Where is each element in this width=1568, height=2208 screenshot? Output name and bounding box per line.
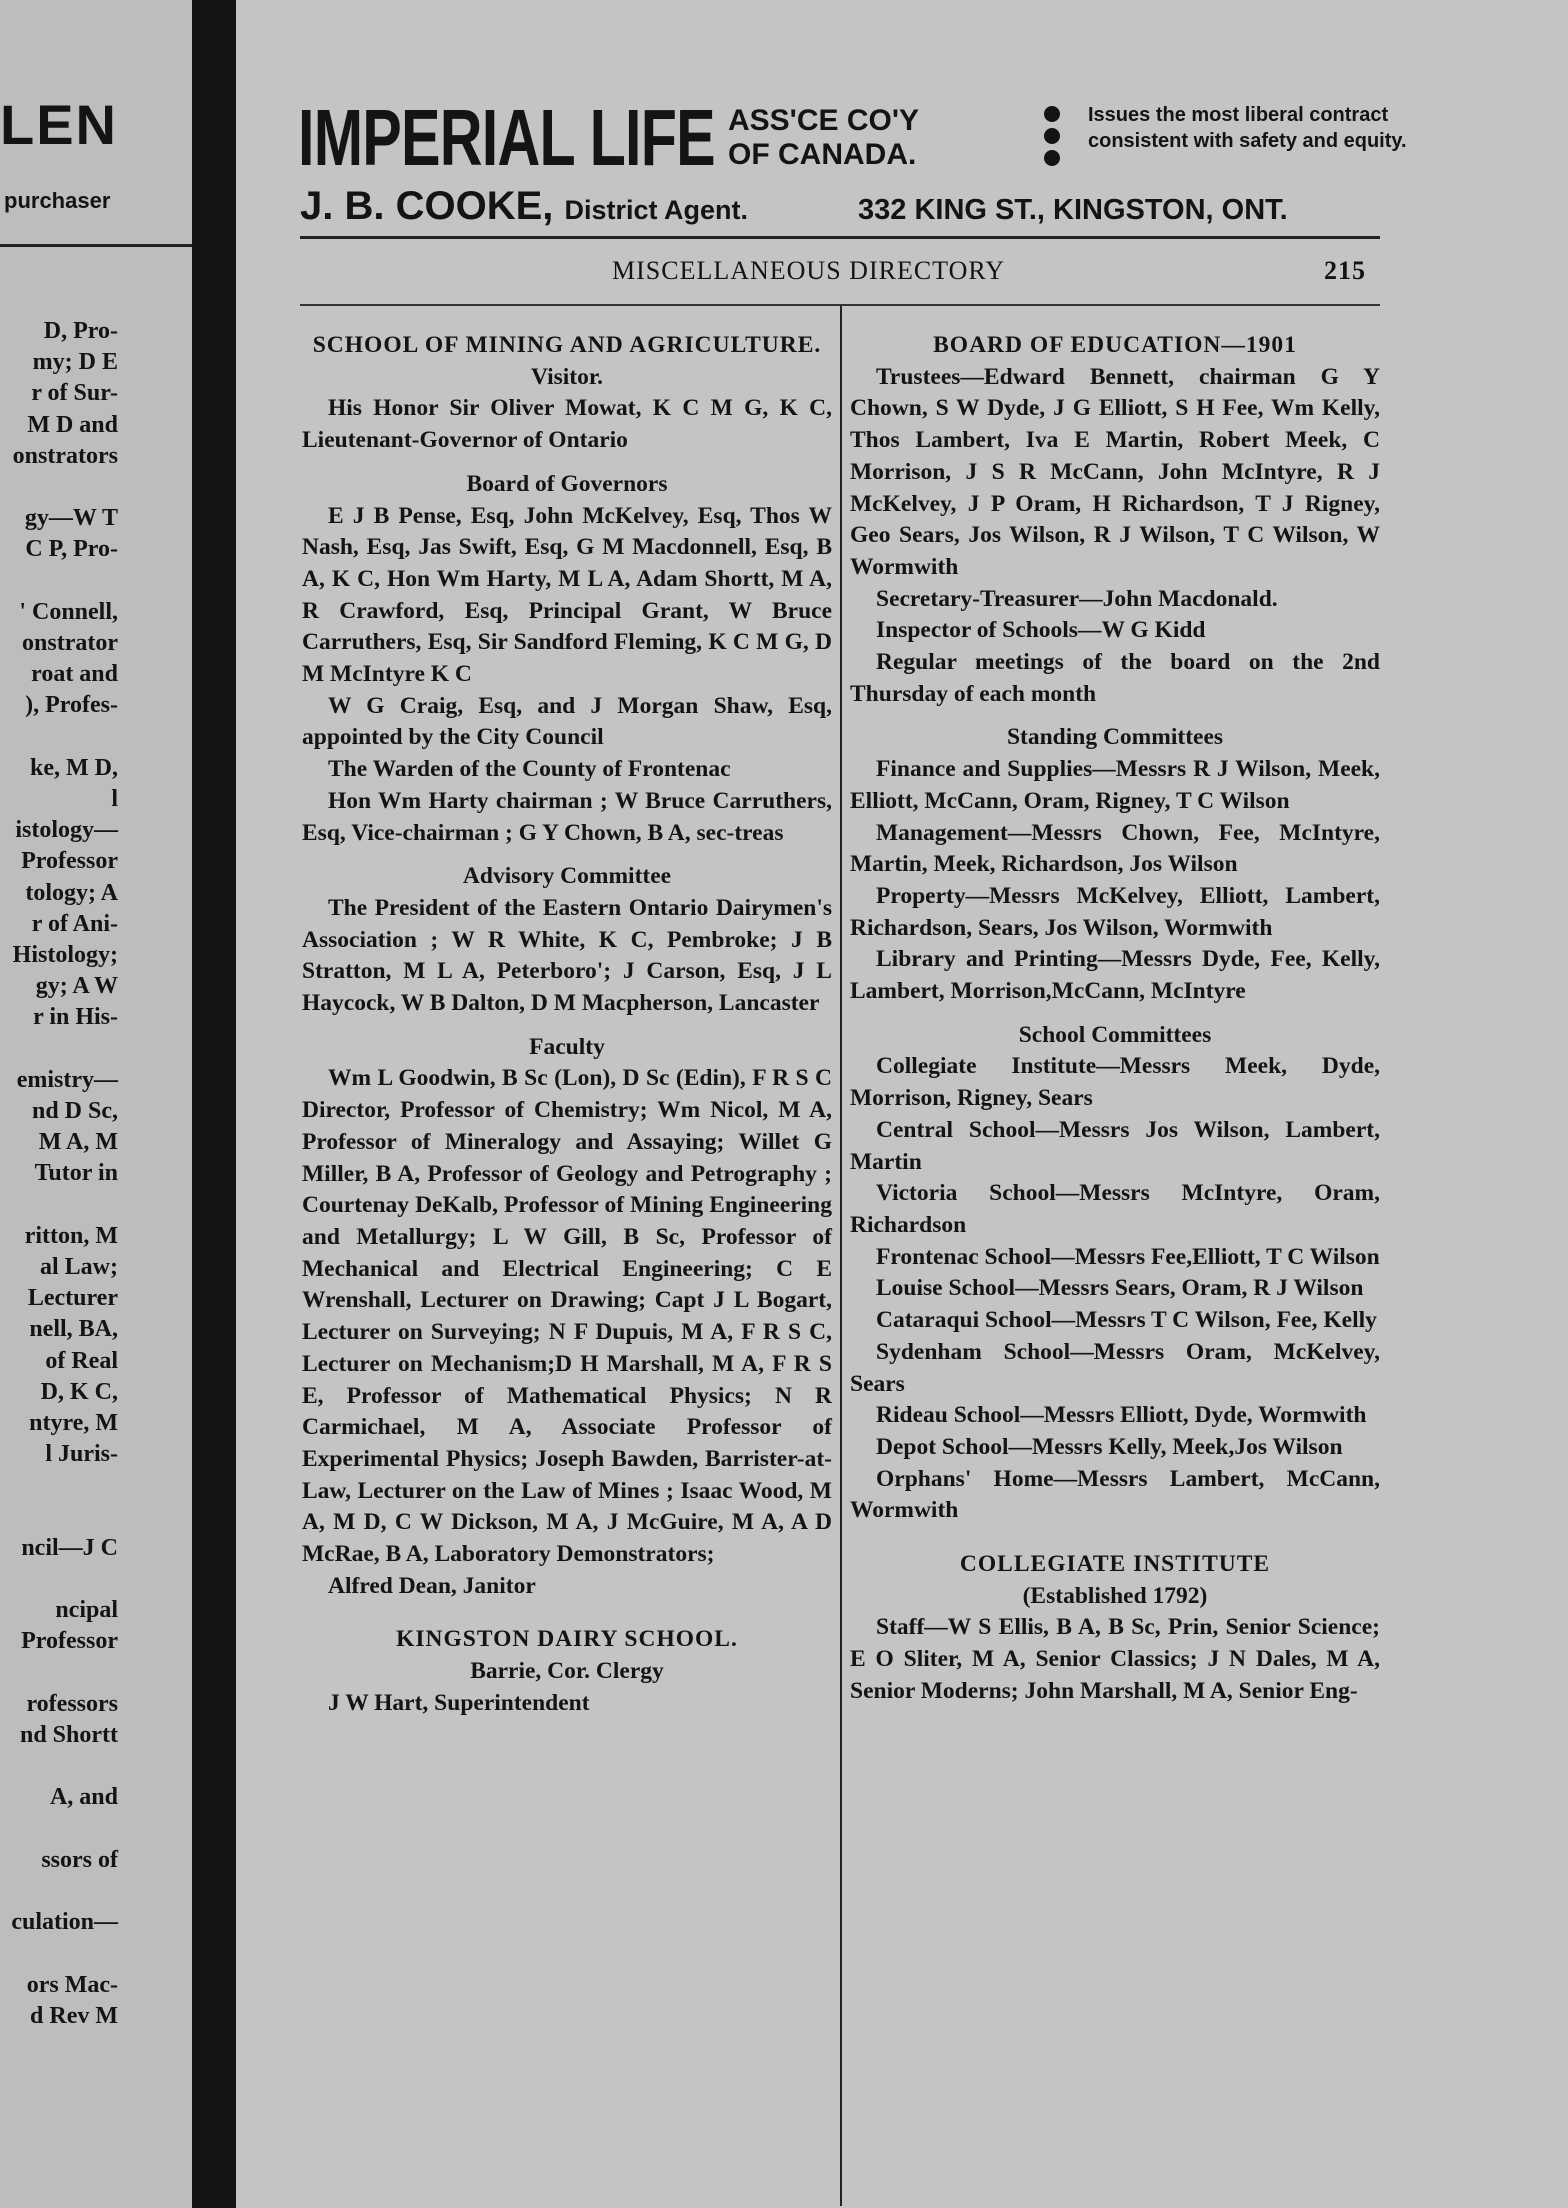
ad-bullet-dots — [1044, 106, 1060, 172]
adjacent-page-line: ritton, M — [24, 1222, 118, 1249]
left-column-heading: Board of Governors — [466, 470, 668, 497]
left-column-entry: J W Hart, Superintendent — [328, 1689, 590, 1716]
right-column-entry: Louise School—Messrs Sears, Oram, R J Wilson — [876, 1275, 1364, 1302]
adjacent-page-line: nell, BA, — [29, 1316, 118, 1343]
left-column-entry: Alfred Dean, Janitor — [328, 1572, 536, 1599]
left-column-entry: The President of the Eastern Ontario Dairymen's Association ; W R White, K C, Pembroke; J B Stratton, M L A, Peterboro'; J Carson, Esq, J L Haycock, W B Dalton, D M Macpherson, Lancaster — [302, 894, 832, 1017]
right-column-entry: Sydenham School—Messrs Oram, McKelvey, Sears — [850, 1338, 1380, 1397]
adjacent-page-line: M A, M — [38, 1129, 118, 1156]
adjacent-page-line: ntyre, M — [29, 1410, 118, 1436]
right-column-entry: Depot School—Messrs Kelly, Meek,Jos Wilson — [876, 1433, 1343, 1460]
adjacent-page-line: M D and — [27, 411, 118, 438]
right-column — [850, 330, 1380, 1708]
adjacent-page-line: ssors of — [41, 1846, 118, 1873]
adjacent-page-heading: LEN — [0, 93, 118, 156]
adjacent-page-line: ' Connell, — [19, 598, 118, 625]
adjacent-page-line: r of Ani- — [31, 910, 118, 937]
adjacent-page-line: culation— — [11, 1909, 118, 1936]
adjacent-page-line: D, Pro- — [43, 318, 118, 344]
right-column-entry: Finance and Supplies—Messrs R J Wilson, Meek, Elliott, McCann, Oram, Rigney, T C Wilson — [850, 756, 1380, 814]
ad-company-line1: ASS'CE CO'Y — [728, 104, 919, 137]
adjacent-page-line: of Real — [45, 1347, 118, 1374]
adjacent-page-line: Professor — [21, 1628, 118, 1655]
left-column-heading: Barrie, Cor. Clergy — [470, 1658, 664, 1685]
right-column-entry: Property—Messrs McKelvey, Elliott, Lambert, Richardson, Sears, Jos Wilson, Wormwith — [850, 882, 1380, 941]
right-column-entry: Orphans' Home—Messrs Lambert, McCann, Wormwith — [850, 1465, 1380, 1524]
ad-company-line2: OF CANADA. — [728, 138, 917, 171]
ad-company-name: IMPERIAL LIFE — [298, 93, 715, 182]
ad-company-suffix — [728, 104, 919, 172]
ad-address: 332 KING ST., KINGSTON, ONT. — [858, 194, 1288, 226]
adjacent-page-line: r in His- — [33, 1004, 118, 1031]
adjacent-page-line: C P, Pro- — [25, 536, 118, 563]
right-column-heading: COLLEGIATE INSTITUTE — [959, 1551, 1271, 1578]
adjacent-page-subheading: purchaser — [4, 188, 111, 213]
right-column-heading: BOARD OF EDUCATION—1901 — [933, 332, 1297, 358]
adjacent-page-rule — [0, 244, 192, 247]
right-column-entry: Trustees—Edward Bennett, chairman G Y Chown, S W Dyde, J G Elliott, S H Fee, Wm Kelly, Thos Lambert, Iva E Martin, Robert Meek, C Morrison, J S R McCann, John McIntyre, R J McKelvey, J P Oram, H Richardson, T J Rigney, Geo Sears, Jos Wilson, R J Wilson, T C Wilson, W Wormwith — [850, 363, 1380, 580]
right-column-entry: Rideau School—Messrs Elliott, Dyde, Wormwith — [876, 1402, 1367, 1429]
header-rule — [300, 236, 1380, 239]
left-column-heading: SCHOOL OF MINING AND AGRICULTURE. — [312, 332, 822, 358]
right-column-entry: Central School—Messrs Jos Wilson, Lambert, Martin — [850, 1116, 1380, 1175]
left-column-heading: Advisory Committee — [462, 863, 672, 890]
adjacent-page-line: gy—W T — [24, 505, 118, 532]
right-column-entry: Secretary-Treasurer—John Macdonald. — [876, 585, 1278, 612]
adjacent-page-fragment — [0, 0, 192, 2208]
left-column-entry: Wm L Goodwin, B Sc (Lon), D Sc (Edin), F R S C Director, Professor of Chemistry; Wm Nicol, M A, Professor of Mineralogy and Assaying; Willet G Miller, B A, Professor of Geology and Petrography ; Courtenay DeKalb, Professor of Mining Engineering and Metallurgy; L W Gill, B Sc, Professor of Mechanical and Electrical Engineering; C E Wrenshall, Lecturer on Drawing; Capt J L Bogart, Lecturer on Surveying; N F Dupuis, M A, F R S C, Lecturer on Mechanism;D H Marshall, M A, F R S E, Professor of Mathematical Physics; N R Carmichael, M A, Associate Professor of Experimental Physics; Joseph Bawden, Barrister-at-Law, Lecturer on the Law of Mines ; Isaac Wood, M A, M D, C W Dickson, M A, J McGuire, M A, A D McRae, B A, Laboratory Demonstrators; — [302, 1065, 832, 1568]
left-column-heading: Faculty — [529, 1033, 605, 1060]
adjacent-page-line: ors Mac- — [26, 1971, 118, 1998]
left-column-entry: His Honor Sir Oliver Mowat, K C M G, K C, Lieutenant-Governor of Ontario — [302, 395, 832, 454]
adjacent-page-line: gy; A W — [35, 973, 118, 1000]
adjacent-page-line: roat and — [31, 661, 118, 688]
running-head — [300, 256, 1380, 292]
adjacent-page-line: al Law; — [40, 1254, 118, 1280]
right-column-entry: Cataraqui School—Messrs T C Wilson, Fee, Kelly — [876, 1307, 1377, 1334]
right-column-heading: School Committees — [1018, 1021, 1212, 1048]
advertisement-banner — [298, 93, 1568, 238]
adjacent-page-line: tology; A — [25, 879, 118, 906]
left-column-heading: Visitor. — [530, 363, 604, 390]
adjacent-page-line: ncipal — [55, 1597, 118, 1624]
right-column-entry: Management—Messrs Chown, Fee, McIntyre, Martin, Meek, Richardson, Jos Wilson — [850, 819, 1380, 878]
left-column-entry: The Warden of the County of Frontenac — [328, 756, 731, 783]
adjacent-page-line: ), Profes- — [25, 692, 118, 719]
ad-agent-name: J. B. COOKE, — [300, 184, 554, 228]
ad-agent-title: District Agent. — [564, 195, 749, 225]
adjacent-page-line: r of Sur- — [31, 380, 118, 407]
left-column-entry: E J B Pense, Esq, John McKelvey, Esq, Thos W Nash, Esq, Jas Swift, Esq, G M Macdonnell, Esq, B A, K C, Hon Wm Harty, M L A, Adam Shortt, M A, R Crawford, Esq, Principal Grant, W Bruce Carruthers, Esq, Sir Sandford Fleming, K C M G, D M McIntyre K C — [302, 502, 832, 688]
directory-page — [236, 0, 1568, 2208]
adjacent-page-line: Lecturer — [27, 1285, 118, 1312]
ad-slogan: Issues the most liberal contract consistent with safety and equity. — [1088, 104, 1407, 152]
running-head-title: MISCELLANEOUS DIRECTORY — [612, 256, 1006, 285]
right-column-entry: Collegiate Institute—Messrs Meek, Dyde, Morrison, Rigney, Sears — [850, 1053, 1380, 1112]
ad-agent — [300, 182, 748, 234]
adjacent-page-line: D, K C, — [40, 1378, 118, 1405]
adjacent-page-line: ncil—J C — [21, 1534, 118, 1561]
right-column-entry: Inspector of Schools—W G Kidd — [876, 617, 1206, 644]
adjacent-page-line: my; D E — [32, 349, 118, 376]
adjacent-page-line: onstrator — [22, 630, 118, 656]
adjacent-page-line: A, and — [49, 1784, 118, 1811]
adjacent-page-line: nd Shortt — [19, 1722, 118, 1748]
right-column-heading: Standing Committees — [1006, 724, 1224, 751]
right-column-entry: Victoria School—Messrs McIntyre, Oram, Richardson — [850, 1180, 1380, 1238]
left-column — [302, 330, 832, 1720]
adjacent-page-line: d Rev M — [30, 2002, 118, 2029]
page-number: 215 — [1324, 256, 1366, 285]
right-column-entry: Frontenac School—Messrs Fee,Elliott, T C Wilson — [876, 1243, 1380, 1270]
book-gutter — [192, 0, 236, 2208]
adjacent-page-line: Tutor in — [34, 1160, 118, 1187]
left-column-heading: KINGSTON DAIRY SCHOOL. — [396, 1626, 738, 1653]
column-divider — [840, 306, 842, 2206]
adjacent-page-line: Histology; — [12, 942, 118, 968]
right-column-heading: (Established 1792) — [1022, 1582, 1208, 1609]
adjacent-page-line: l Juris- — [45, 1441, 118, 1468]
adjacent-page-line: ke, M D, — [30, 754, 118, 781]
right-column-entry: Staff—W S Ellis, B A, B Sc, Prin, Senior Science; E O Sliter, M A, Senior Classics; J N Dales, M A, Senior Moderns; John Marshall, M A, Senior Eng- — [850, 1614, 1380, 1704]
adjacent-page-line: onstrators — [12, 442, 118, 469]
adjacent-page-line: rofessors — [26, 1690, 118, 1717]
adjacent-page-line: istology— — [15, 817, 118, 844]
adjacent-page-line: emistry— — [16, 1066, 118, 1093]
adjacent-page-line: l — [111, 786, 118, 812]
adjacent-page-line: Professor — [21, 848, 118, 875]
right-column-entry: Library and Printing—Messrs Dyde, Fee, Kelly, Lambert, Morrison,McCann, McIntyre — [850, 946, 1380, 1005]
left-column-entry: W G Craig, Esq, and J Morgan Shaw, Esq, appointed by the City Council — [302, 692, 832, 751]
left-column-entry: Hon Wm Harty chairman ; W Bruce Carruthers, Esq, Vice-chairman ; G Y Chown, B A, sec-treas — [302, 787, 832, 846]
right-column-entry: Regular meetings of the board on the 2nd Thursday of each month — [850, 649, 1380, 707]
adjacent-page-line: nd D Sc, — [31, 1098, 118, 1124]
